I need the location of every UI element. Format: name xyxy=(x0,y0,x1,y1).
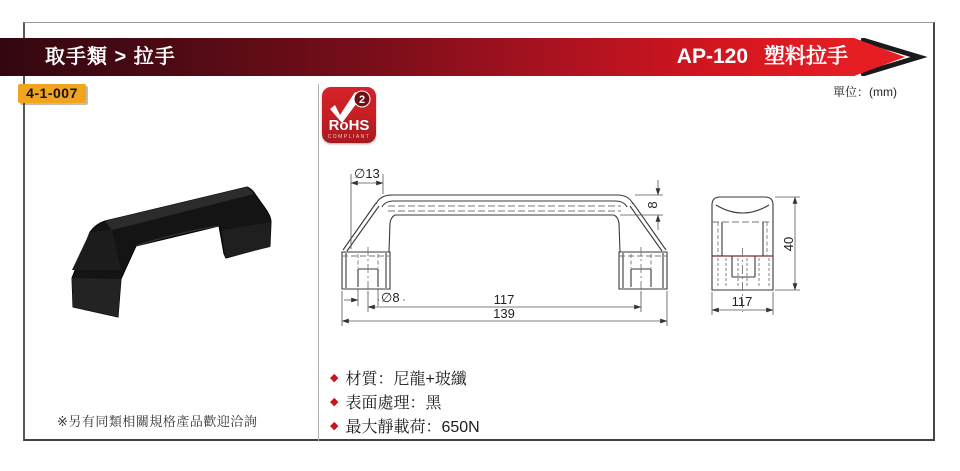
spec-item-material xyxy=(330,367,480,387)
rohs-title: RoHS xyxy=(328,117,370,134)
rohs-icon xyxy=(322,87,376,143)
panel-divider xyxy=(318,84,319,441)
dim-grip-height: 8 xyxy=(645,201,660,209)
dim-overall-length: 139 xyxy=(493,306,515,321)
dim-grip-diameter: ∅13 xyxy=(354,166,380,181)
catalog-code-badge: 4-1-007 xyxy=(18,84,86,103)
unit-label: 單位：(mm) xyxy=(833,85,897,99)
product-name: 塑料拉手 xyxy=(764,45,848,68)
front-view xyxy=(342,195,667,289)
footnote: ※另有同類相關規格產品歡迎洽詢 xyxy=(57,414,258,429)
spec-text: 材質：尼龍+玻纖 xyxy=(345,370,467,388)
rohs-number: 2 xyxy=(358,94,366,106)
specs-list xyxy=(330,367,480,439)
header-banner xyxy=(0,38,960,76)
left-foot-face xyxy=(72,278,121,317)
dim-side-height: 40 xyxy=(781,236,796,252)
diamond-bullet-icon: ◆ xyxy=(330,395,339,408)
product-photo xyxy=(50,170,290,330)
dim-hole-diameter: ∅8 xyxy=(381,290,400,305)
header-arrow-icon xyxy=(855,38,940,76)
spec-item-load xyxy=(330,415,480,435)
dim-side-width: 117 xyxy=(731,294,753,309)
dim-hole-pitch: 117 xyxy=(493,292,515,307)
breadcrumb: 取手類 > 拉手 xyxy=(45,46,176,68)
rohs-compliant-label: COMPLIANT xyxy=(327,134,371,140)
side-view xyxy=(712,197,773,290)
spec-item-surface xyxy=(330,391,480,411)
page-title xyxy=(677,38,848,76)
diamond-bullet-icon: ◆ xyxy=(330,371,339,384)
model-number: AP-120 xyxy=(676,45,748,68)
spec-text: 表面處理：黑 xyxy=(345,394,442,412)
spec-text: 最大靜載荷：650N xyxy=(345,418,480,436)
technical-drawing xyxy=(330,160,810,335)
diamond-bullet-icon: ◆ xyxy=(330,419,339,432)
